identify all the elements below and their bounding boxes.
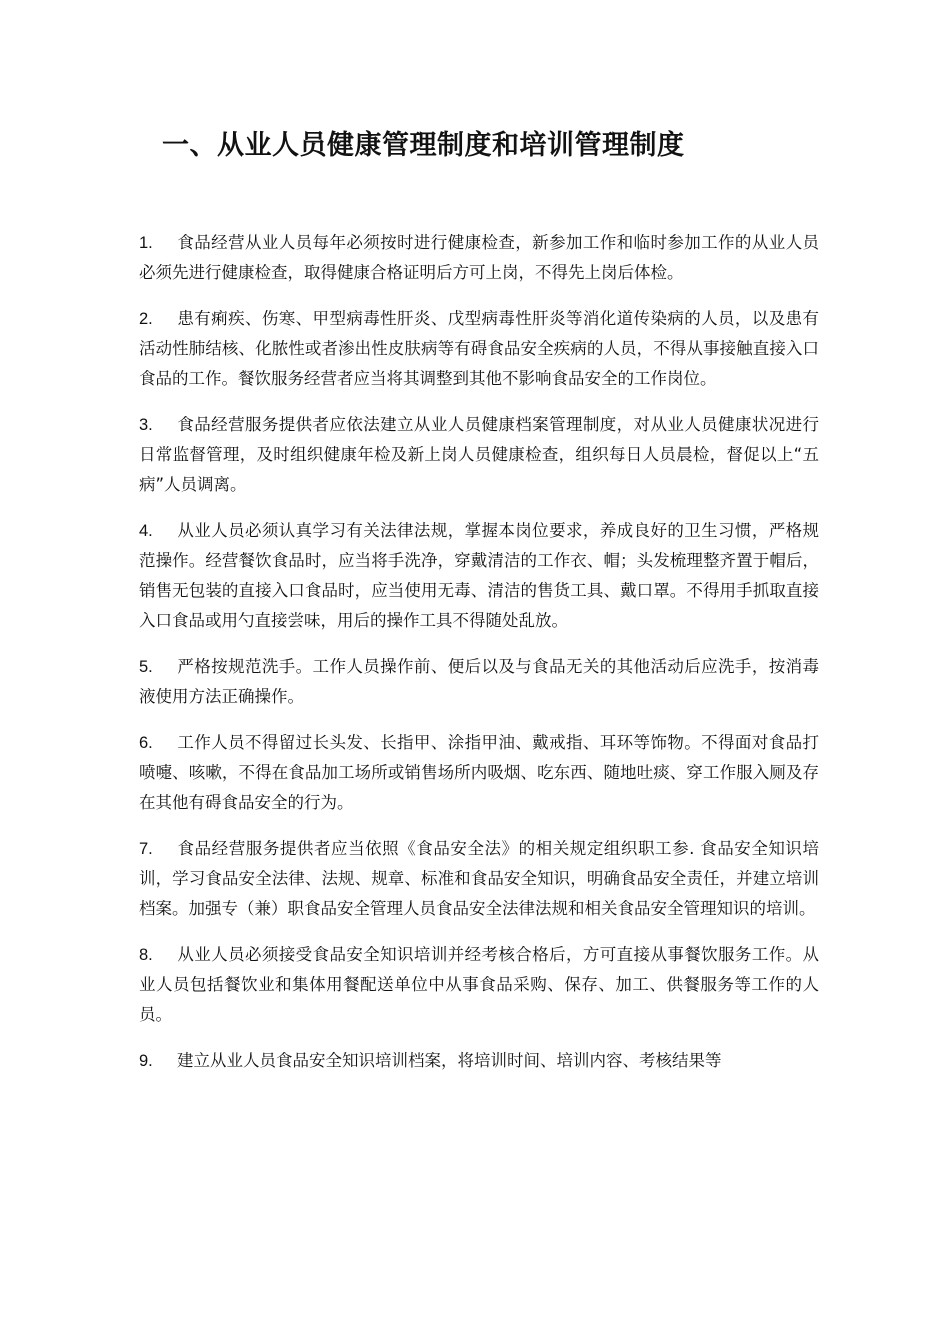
item-text: 从业人员必须认真学习有关法律法规，掌握本岗位要求，养成良好的卫生习惯，严格规范操作。经营餐饮食品时，应当将手洗净，穿戴清洁的工作衣、帽；头发梳理整齐置于帽后，销售无包装的直接入口食品时，应当使用无毒、清洁的售货工具、戴口罩。不得用手抓取直接入口食品或用勺直接尝味，用后的操作工具不得随处乱放。 <box>139 521 819 630</box>
item-text: 食品经营服务提供者应依法建立从业人员健康档案管理制度，对从业人员健康状况进行日常监督管理，及时组织健康年检及新上岗人员健康检查，组织每日人员晨检，督促以上“五病”人员调离。 <box>139 415 819 494</box>
list-item <box>139 304 819 394</box>
item-number: 5. <box>139 658 153 676</box>
list-item <box>139 728 819 818</box>
item-text: 工作人员不得留过长头发、长指甲、涂指甲油、戴戒指、耳环等饰物。不得面对食品打喷嚏、咳嗽，不得在食品加工场所或销售场所内吸烟、吃东西、随地吐痰、穿工作服入厕及存在其他有碍食品安全的行为。 <box>139 733 819 812</box>
item-text: 食品经营从业人员每年必须按时进行健康检查，新参加工作和临时参加工作的从业人员必须先进行健康检查，取得健康合格证明后方可上岗，不得先上岗后体检。 <box>139 233 819 282</box>
document-body <box>139 228 819 1092</box>
item-text: 食品经营服务提供者应当依照《食品安全法》的相关规定组织职工参. 食品安全知识培训，学习食品安全法律、法规、规章、标准和食品安全知识，明确食品安全责任，并建立培训档案。加强专（兼）职食品安全管理人员食品安全法律法规和相关食品安全管理知识的培训。 <box>139 839 819 918</box>
document-title: 一、从业人员健康管理制度和培训管理制度 <box>162 130 685 161</box>
list-item <box>139 940 819 1030</box>
list-item <box>139 834 819 924</box>
item-text: 建立从业人员食品安全知识培训档案，将培训时间、培训内容、考核结果等 <box>177 1051 722 1070</box>
item-number: 3. <box>139 416 153 434</box>
list-item <box>139 652 819 712</box>
item-number: 9. <box>139 1052 153 1070</box>
item-number: 4. <box>139 522 153 540</box>
item-text: 患有痢疾、伤寒、甲型病毒性肝炎、戊型病毒性肝炎等消化道传染病的人员，以及患有活动性肺结核、化脓性或者渗出性皮肤病等有碍食品安全疾病的人员，不得从事接触直接入口食品的工作。餐饮服务经营者应当将其调整到其他不影响食品安全的工作岗位。 <box>139 309 819 388</box>
list-item <box>139 410 819 500</box>
item-text: 严格按规范洗手。工作人员操作前、便后以及与食品无关的其他活动后应洗手，按消毒液使用方法正确操作。 <box>139 657 819 706</box>
item-number: 8. <box>139 946 153 964</box>
item-number: 7. <box>139 840 153 858</box>
item-number: 2. <box>139 310 153 328</box>
list-item <box>139 516 819 636</box>
list-item <box>139 1046 819 1076</box>
item-text: 从业人员必须接受食品安全知识培训并经考核合格后，方可直接从事餐饮服务工作。从业人员包括餐饮业和集体用餐配送单位中从事食品采购、保存、加工、供餐服务等工作的人员。 <box>139 945 819 1024</box>
item-number: 1. <box>139 234 153 252</box>
item-number: 6. <box>139 734 153 752</box>
list-item <box>139 228 819 288</box>
